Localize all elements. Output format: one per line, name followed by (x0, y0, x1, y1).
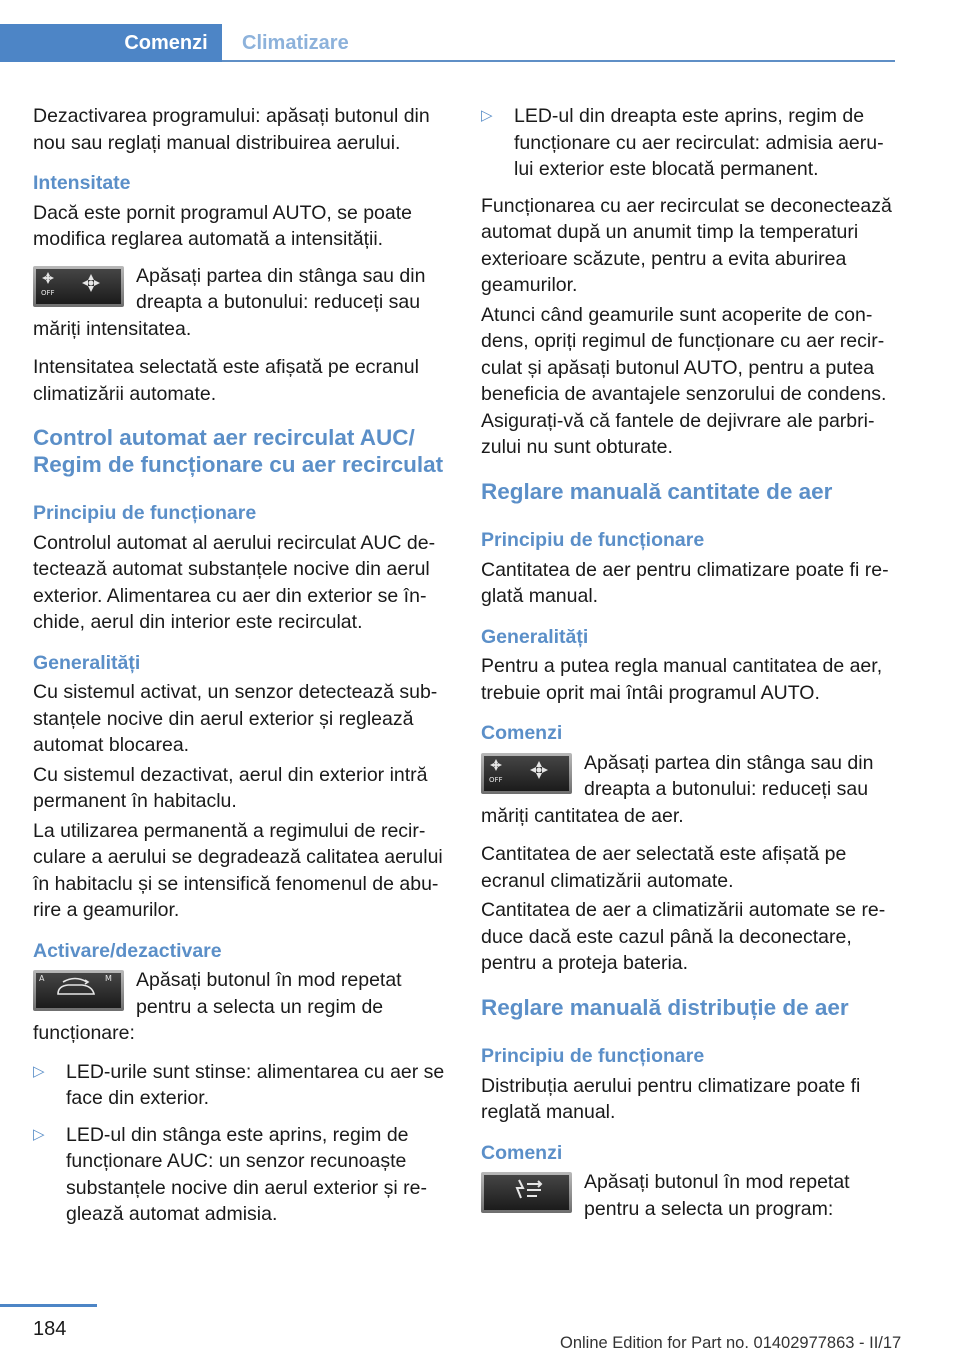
fan-off-fan-icon (481, 753, 566, 788)
fan-button-image (481, 753, 572, 794)
recirculation-icon (33, 970, 118, 1005)
paragraph: Atunci când geamurile sunt acoperite de condens, opriți regimul de funcționare cu aer recirculat și apăsați butonul AUTO, pentru a putea beneficia de avantajele senzorului de condens. Asigurați-vă că fantele de dejivrare ale parbrizului nu sunt obturate. (481, 303, 887, 458)
paragraph: Cantitatea de aer selectată este afișată pe ecranul climatizării automate. (481, 843, 847, 892)
air-distribution-icon (481, 1172, 566, 1207)
icon-description: Apăsați partea din stânga sau din dreapta a butonului: reduceți sau măriți intensitatea. (33, 264, 426, 340)
paragraph: Intensitatea selectată este afișată pe ecranul climatizării automate. (33, 356, 419, 405)
bullet-list (33, 1059, 448, 1228)
bullet-list (481, 103, 896, 183)
list-item: ▷ LED-ul din stânga este aprins, regim de funcționare AUC: un senzor recunoaște substanțele nocive din aerul exterior și reglează automat admisia. (33, 1123, 427, 1225)
fan-button-image (33, 266, 124, 307)
paragraph: Cantitatea de aer pentru climatizare poate fi reglată manual. (481, 558, 889, 607)
subheading-intensitate: Intensitate (33, 172, 131, 194)
recirc-button-image (33, 970, 124, 1011)
edition-text: Online Edition for Part no. 01402977863 - II/17 (560, 1334, 902, 1352)
triangle-bullet-icon: ▷ (481, 107, 493, 124)
page-header (0, 24, 895, 62)
header-tab-comenzi[interactable]: Comenzi (0, 24, 222, 62)
header-tab-climatizare[interactable]: Climatizare (242, 32, 349, 54)
icon-description: Apăsați butonul în mod repetat pentru a selecta un program: (584, 1171, 850, 1220)
svg-text:OFF: OFF (41, 288, 55, 297)
paragraph: Controlul automat al aerului recirculat AUC detectează automat substanțele nocive din aerul exterior. Alimentarea cu aer din exterior se închide, aerul din interior este recirculat. (33, 531, 436, 633)
paragraph: Dezactivarea programului: apăsați butonul din nou sau reglați manual distribuirea aerului. (33, 105, 430, 154)
paragraph: Cu sistemul activat, un senzor detectează substanțele nocive din aerul exterior și reglează automat blocarea. (33, 681, 438, 756)
subheading-comenzi: Comenzi (481, 722, 563, 744)
triangle-bullet-icon: ▷ (33, 1125, 45, 1143)
right-column (481, 103, 896, 1234)
icon-paragraph (33, 263, 448, 343)
list-item: ▷ LED-ul din dreapta este aprins, regim de funcționare cu aer recirculat: admisia aerului exterior este blocată permanent. (481, 105, 884, 180)
icon-description: Apăsați butonul în mod repetat pentru a selecta un regim de funcționare: (33, 969, 402, 1044)
distribution-button-image (481, 1172, 572, 1213)
icon-paragraph (481, 750, 896, 830)
heading-auc: Control automat aer recirculat AUC/ Regim de funcționare cu aer recirculat (33, 425, 444, 477)
subheading-generalitati: Generalități (481, 625, 589, 648)
paragraph: Pentru a putea regla manual cantitatea de aer, trebuie oprit mai întâi programul AUTO. (481, 655, 883, 704)
subheading-principiu: Principiu de funcționare (481, 1045, 705, 1067)
paragraph: Cantitatea de aer a climatizării automate se reduce dacă este cazul până la deconectare, pentru a proteja bateria. (481, 899, 886, 974)
paragraph: Dacă este pornit programul AUTO, se poate modifica reglarea automată a intensității. (33, 201, 413, 250)
page-number: 184 (33, 1318, 67, 1340)
paragraph: Funcționarea cu aer recirculat se deconectează automat după un anumit timp la temperaturi exterioare scăzute, pentru a evita aburirea geamurilor. (481, 194, 892, 296)
svg-text:OFF: OFF (489, 775, 503, 784)
svg-text:A: A (39, 974, 45, 983)
footer-rule (0, 1304, 97, 1307)
list-item: ▷ LED-urile sunt stinse: alimentarea cu aer se face din exterior. (33, 1060, 445, 1109)
subheading-principiu: Principiu de funcționare (481, 529, 705, 551)
fan-off-fan-icon (33, 266, 118, 301)
icon-paragraph (481, 1169, 896, 1222)
icon-description: Apăsați partea din stânga sau din dreapta a butonului: reduceți sau măriți cantitatea de aer. (481, 751, 874, 827)
paragraph: Cu sistemul dezactivat, aerul din exterior intră permanent în habitaclu. (33, 763, 428, 812)
subheading-generalitati: Generalități (33, 651, 141, 674)
heading-cantitate: Reglare manuală cantitate de aer (481, 478, 833, 504)
left-column (33, 103, 448, 1238)
triangle-bullet-icon: ▷ (33, 1062, 45, 1080)
paragraph: La utilizarea permanentă a regimului de recirculare a aerului se degradează calitatea aerului în habitaclu și se intensifică fenomenul de aburire a geamurilor. (33, 819, 443, 921)
svg-text:M: M (105, 974, 112, 983)
icon-paragraph (33, 967, 448, 1047)
heading-distributie: Reglare manuală distribuție de aer (481, 994, 849, 1020)
subheading-activare: Activare/dezactivare (33, 939, 222, 962)
paragraph: Distribuția aerului pentru climatizare poate fi reglată manual. (481, 1074, 861, 1123)
subheading-principiu: Principiu de funcționare (33, 502, 257, 524)
subheading-comenzi: Comenzi (481, 1141, 563, 1164)
